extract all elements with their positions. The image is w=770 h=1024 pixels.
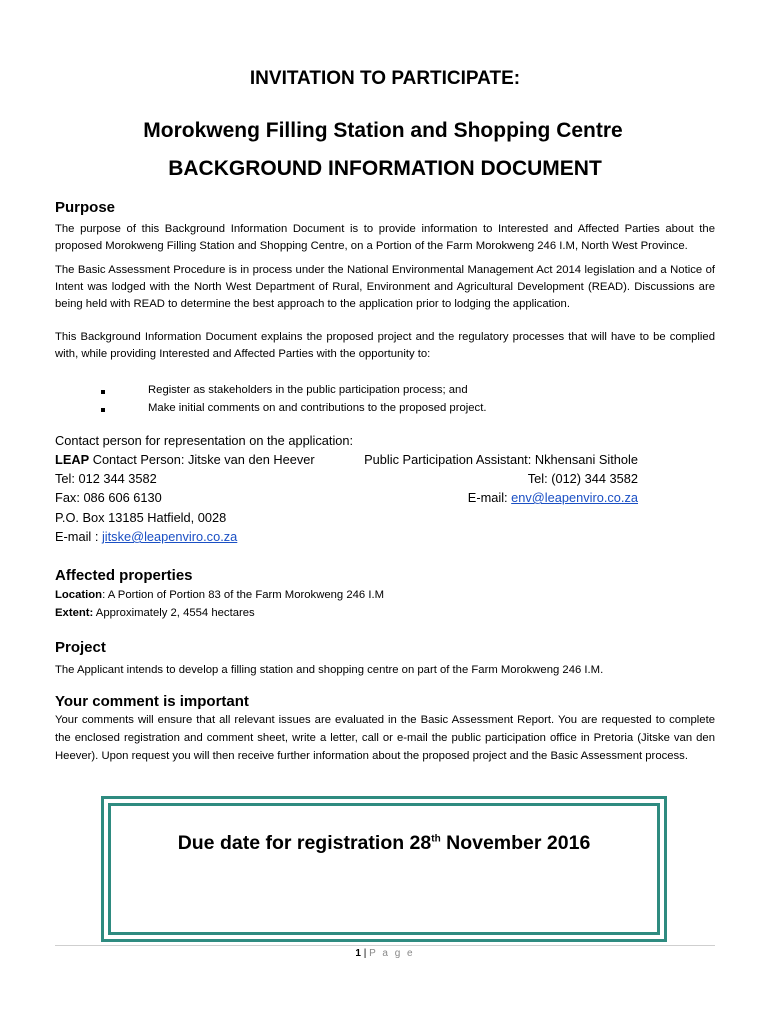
contact-email-link[interactable]: jitske@leapenviro.co.za	[101, 529, 238, 544]
list-item	[101, 384, 701, 402]
bullet-icon	[101, 390, 105, 394]
page-number: 1	[355, 948, 361, 959]
pp-assistant: Public Participation Assistant: Nkhensani Sithole	[364, 452, 638, 467]
due-date-box-inner	[108, 803, 660, 935]
location-label: Location	[55, 589, 103, 601]
bullet-icon	[101, 408, 105, 412]
extent-label: Extent:	[55, 607, 94, 619]
page-separator: |	[360, 948, 370, 959]
due-date-text	[108, 832, 660, 855]
contact-intro: Contact person for representation on the application:	[55, 433, 354, 448]
due-date-month: November 2016	[440, 832, 591, 854]
bullet-text: Register as stakeholders in the public participation process; and	[148, 384, 468, 396]
list-item	[101, 402, 701, 420]
due-date-sup: th	[431, 833, 441, 845]
pp-email-label: E-mail:	[467, 490, 512, 505]
page-word: P a g e	[369, 948, 415, 959]
pp-tel: Tel: (012) 344 3582	[527, 471, 638, 486]
leap-contact-person: Contact Person: Jitske van den Heever	[89, 452, 315, 467]
extent-line	[55, 605, 715, 622]
document-title: BACKGROUND INFORMATION DOCUMENT	[168, 157, 602, 180]
bullet-list	[101, 384, 701, 420]
leap-label: LEAP	[55, 452, 90, 467]
location-value: : A Portion of Portion 83 of the Farm Morokweng 246 I.M	[102, 589, 385, 601]
pp-email-link[interactable]: env@leapenviro.co.za	[511, 490, 638, 505]
affected-heading: Affected properties	[55, 567, 193, 584]
purpose-paragraph-1: The purpose of this Background Information Document is to provide information to Interested and Affected Parties about the proposed Morokweng Filling Station and Shopping Centre, on a Portion of the Farm Morokweng 246 I.M, North West Province.	[55, 223, 715, 252]
email-label: E-mail :	[55, 529, 102, 544]
contact-tel: Tel: 012 344 3582	[55, 471, 157, 486]
footer-rule	[55, 945, 715, 946]
page-footer	[0, 948, 770, 959]
comment-heading: Your comment is important	[55, 693, 249, 710]
purpose-heading: Purpose	[55, 199, 116, 216]
purpose-paragraph-2: The Basic Assessment Procedure is in process under the National Environmental Management Act 2014 legislation and a Notice of Intent was lodged with the North West Department of Rural, Environment and Agricultural Development (READ). Discussions are being held with READ to determine the best approach to the application prior to lodging the application.	[55, 264, 715, 310]
contact-po-box: P.O. Box 13185 Hatfield, 0028	[55, 510, 227, 525]
project-title: Morokweng Filling Station and Shopping Centre	[143, 119, 623, 142]
project-heading: Project	[55, 639, 106, 656]
purpose-paragraph-3: This Background Information Document explains the proposed project and the regulatory processes that will have to be complied with, while providing Interested and Affected Parties with the opportunity to:	[55, 331, 715, 360]
location-line	[55, 587, 715, 604]
project-text: The Applicant intends to develop a filling station and shopping centre on part of the Farm Morokweng 246 I.M.	[55, 664, 604, 676]
extent-value: Approximately 2, 4554 hectares	[93, 607, 255, 619]
bullet-text: Make initial comments on and contributions to the proposed project.	[148, 402, 487, 414]
leap-contact	[55, 452, 315, 467]
contact-email-line	[55, 529, 237, 544]
comment-text: Your comments will ensure that all relevant issues are evaluated in the Basic Assessment Report. You are requested to complete the enclosed registration and comment sheet, write a letter, call or e-mail the public participation office in Pretoria (Jitske van den Heever). Upon request you will then receive further information about the proposed project and the Basic Assessment process.	[55, 714, 715, 762]
due-date-main: Due date for registration 28	[177, 832, 432, 854]
contact-fax: Fax: 086 606 6130	[55, 490, 162, 505]
pp-email-line	[468, 490, 638, 505]
page-title: INVITATION TO PARTICIPATE:	[249, 68, 521, 89]
